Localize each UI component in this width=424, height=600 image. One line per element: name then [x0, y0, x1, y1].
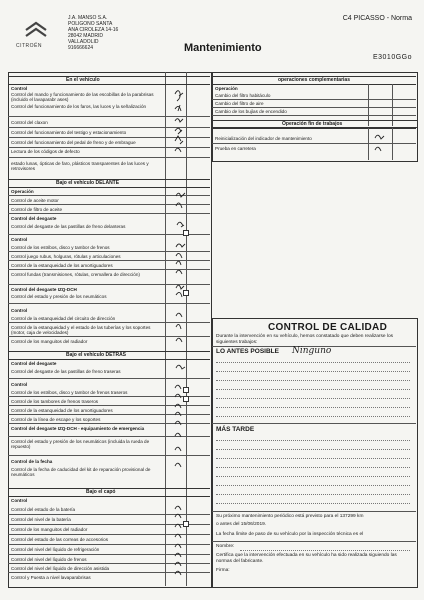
checkbox[interactable] — [183, 387, 189, 393]
operation-row: Operación — [215, 86, 238, 91]
checklist-row: Control del desgaste de las pastillas de freno traseras — [11, 369, 121, 374]
checklist-row: Control del funcionamiento del testigo y estacionamiento — [11, 130, 127, 135]
checklist-row: Control del nivel del líquido de frenos — [11, 557, 87, 562]
checklist-row: Control del claxon — [11, 120, 48, 125]
quality-control-title: CONTROL DE CALIDAD — [268, 322, 388, 333]
handwritten-note: Ninguno — [292, 346, 332, 356]
dealer-line: J.A. MANSO S.A. — [68, 15, 108, 21]
dealer-line: POLIGONO SANTA — [68, 21, 113, 27]
handwritten-tick-marks — [370, 130, 392, 156]
checklist-row: Control del desgaste IZQ-DCH — [11, 287, 77, 292]
signature-label: Firma: — [216, 568, 230, 573]
checklist-row: Control — [11, 237, 28, 242]
inspection-deadline: La fecha límite de paso de su vehículo por la inspección técnica es el — [216, 532, 364, 537]
section-title: operaciones complementarias — [278, 77, 350, 83]
section-title: En el vehículo — [66, 77, 100, 83]
checklist-row: Control de los estribos, disco y tambor de frenos traseros — [11, 390, 128, 395]
checklist-row: Control juego rubus, holguras, rótulas y articulaciones — [11, 254, 121, 259]
checklist-row: Control de la estanqueidad del circuito de dirección — [11, 316, 116, 321]
dealer-line: ANA CIROLEZA 14-16 — [68, 27, 119, 33]
quality-control-panel — [212, 318, 418, 588]
checklist-row: Control de filtro de aceite — [11, 207, 63, 212]
checklist-row: Control del desgaste de las pastillas de freno delanteras — [11, 224, 126, 229]
checklist-row: Control — [11, 498, 28, 503]
certification-text: Certifica que la intervención efectuada en su vehículo ha sido realizada siguiendo las normas del fabricante. — [216, 553, 397, 564]
checklist-row: Control de los estribos, disco y tambor de frenos — [11, 245, 110, 250]
checklist-row: Control del nivel del líquido de dirección asistida — [11, 566, 110, 571]
checkbox[interactable] — [183, 230, 189, 236]
checklist-row: Control del nivel del líquido de refrigeración — [11, 547, 100, 552]
checklist-row: Control de aceite motor — [11, 198, 59, 203]
checkbox[interactable] — [183, 396, 189, 402]
checklist-row: Control y Puesta a nivel lavaparabrisas — [11, 575, 91, 580]
operation-row: Cambio del filtro habitáculo — [215, 93, 271, 98]
checkbox[interactable] — [183, 521, 189, 527]
dealer-line: VALLADOLID — [68, 39, 99, 45]
page-title: Mantenimiento — [184, 42, 262, 54]
checklist-row: Control del desgaste IZQ-DCH - equipamiento de emergencia — [11, 426, 145, 431]
checklist-row: Control de la estanqueidad de los amortiguadores — [11, 408, 113, 413]
checklist-row: Control del funcionamiento del pedal de freno y de embrague — [11, 140, 136, 145]
checklist-row: Control del mando y funcionamiento de las escobillas de la parabrisas (incluido el lavaparabr ases) — [11, 92, 154, 102]
checklist-row: Control del desgaste — [11, 361, 57, 366]
checklist-row: Control del estado de las correas de accesorios — [11, 537, 109, 542]
next-service-date: o antes del 15/06/2019. — [216, 522, 267, 527]
operation-row: Reinicialización del indicador de mantenimiento — [215, 136, 312, 141]
quality-control-intro: Durante la intervención en su vehículo, hemos constatado que deben realizarse los siguientes trabajos: — [216, 334, 394, 345]
operation-row: Prueba en carretera — [215, 146, 256, 151]
checklist-row: Control del desgaste — [11, 216, 57, 221]
checklist-row: Control de la estanqueidad de los amortiguadores — [11, 263, 113, 268]
operation-row: Cambio del filtro de aire — [215, 101, 264, 106]
dealer-line: 916666624 — [68, 45, 94, 51]
checklist-row: Control del estado de la batería — [11, 507, 76, 512]
vehicle-model: C4 PICASSO - Norma — [342, 15, 412, 22]
logo-text: CITROËN — [16, 43, 42, 49]
checklist-row: Control del estado y presión de los neumáticos — [11, 294, 107, 299]
checklist-row: Control de la línea de escape y los soportes — [11, 417, 101, 422]
citroen-logo-icon — [22, 18, 50, 40]
checklist-row: estado lunas, ópticas de faro, plásticos transparentes de las luces y retrovisores — [11, 161, 149, 171]
section-title: Bajo el capó — [86, 489, 116, 495]
section-title: Operación fin de trabajos — [282, 121, 343, 127]
checklist-row: Control del estado y presión de los neumáticos (incluida la rueda de repuesto) — [11, 439, 150, 449]
asap-heading: LO ANTES POSIBLE — [216, 348, 279, 355]
checklist-row: Control del nivel de la batería — [11, 517, 71, 522]
checklist-row: Control — [11, 308, 28, 313]
name-label: Nombre: — [216, 544, 235, 549]
checkbox[interactable] — [183, 290, 189, 296]
operation-row: Cambio de los bujías de encendido — [215, 109, 287, 114]
checklist-row: Control de la estanqueidad y el estado de las tuberías y los soportes (motor, caja de velocidades) — [11, 325, 151, 335]
checklist-row: Control fundas (transmisiones, rótulas, cremallera de dirección) — [11, 272, 140, 277]
checklist-row: Control de la fecha de caducidad del kit de reparación provisional de neumáticos — [11, 467, 151, 477]
dealer-address — [68, 15, 118, 51]
checklist-row: Lectura de los códigos de defecto — [11, 149, 80, 154]
dealer-line: 28042 MADRID — [68, 33, 104, 39]
checklist-row: Control de los tambores de frenos traseros — [11, 399, 99, 404]
section-title: Bajo el vehículo DELANTE — [56, 180, 120, 186]
later-heading: MÁS TARDE — [216, 426, 255, 433]
checklist-row: Operación — [11, 189, 34, 194]
checklist-row: Control de los manguitos del radiador — [11, 339, 88, 344]
checklist-row: Control de los manguitos del radiador — [11, 527, 88, 532]
checklist-row: Control de la fecha — [11, 459, 53, 464]
checklist-row: Control del funcionamiento de los faros, las luces y la señalización — [11, 104, 147, 109]
document-number: E3010GGo — [372, 54, 412, 61]
handwritten-tick-marks — [165, 84, 210, 584]
section-title: Bajo el vehículo DETRÁS — [66, 352, 127, 358]
checklist-row: Control — [11, 86, 28, 91]
checklist-row: Control — [11, 382, 28, 387]
next-service-text: Su próximo mantenimiento periódico está previsto para el 137299 km — [216, 514, 364, 519]
